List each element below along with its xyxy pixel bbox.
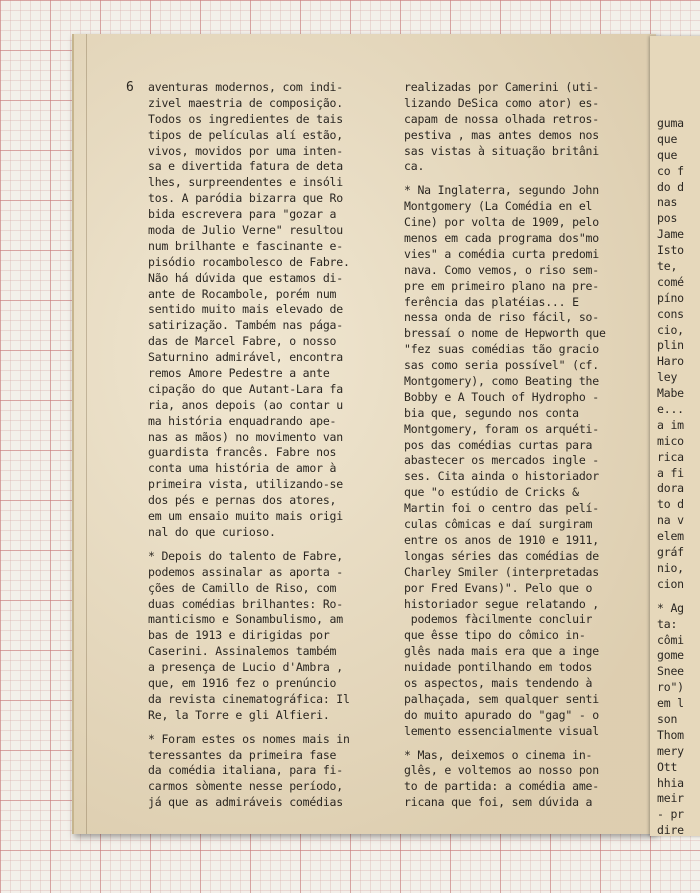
text-line: zivel maestria de composição. bbox=[148, 95, 343, 110]
text-line: Montgomery (La Comédia en el bbox=[404, 199, 593, 214]
paragraph-gap bbox=[404, 175, 636, 183]
text-line: lemento essencialmente visual bbox=[404, 723, 599, 738]
text-line: Jame bbox=[657, 227, 684, 242]
text-line: to d bbox=[657, 497, 684, 512]
text-line: * Na Inglaterra, segundo John bbox=[404, 183, 599, 198]
text-line: mico bbox=[657, 433, 684, 448]
text-line: * Ag bbox=[657, 600, 684, 615]
text-line: da revista cinematográfica: Il bbox=[148, 691, 350, 706]
text-line: que, em 1916 fez o prenúncio bbox=[148, 675, 337, 690]
text-line: primeira vista, utilizando-se bbox=[148, 477, 343, 492]
text-line: que bbox=[657, 147, 678, 162]
text-line: do d bbox=[657, 179, 684, 194]
text-line: menos em cada programa dos"mo bbox=[404, 231, 599, 246]
text-line: do muito apurado do "gag" - o bbox=[404, 707, 599, 722]
text-line: palhaçada, sem qualquer senti bbox=[404, 691, 599, 706]
text-line: e... bbox=[657, 402, 684, 417]
text-line: meir bbox=[657, 791, 684, 806]
text-line: glês, e voltemos ao nosso pon bbox=[404, 763, 599, 778]
text-line: que êsse tipo do cômico in- bbox=[404, 628, 586, 643]
text-line: sentido muito mais elevado de bbox=[148, 302, 343, 317]
text-line: manticismo e Sonambulismo, am bbox=[148, 612, 343, 627]
text-line: Cine) por volta de 1909, pelo bbox=[404, 215, 599, 230]
text-line: * Foram estes os nomes mais in bbox=[148, 731, 350, 746]
text-line: hhia bbox=[657, 775, 684, 790]
text-line: bas de 1913 e dirigidas por bbox=[148, 628, 330, 643]
text-line: pestiva , mas antes demos nos bbox=[404, 127, 599, 142]
text-line: guma bbox=[657, 116, 684, 130]
text-line: dora bbox=[657, 481, 684, 496]
text-line: em um ensaio muito mais origi bbox=[148, 509, 343, 524]
text-line: bia que, segundo nos conta bbox=[404, 405, 579, 420]
text-line: ria, anos depois (ao contar u bbox=[148, 397, 343, 412]
text-line: to de partida: a comédia ame- bbox=[404, 779, 599, 794]
text-line: glês nada mais era que a inge bbox=[404, 644, 599, 659]
text-line: dire bbox=[657, 823, 684, 836]
text-line: podemos fàcilmente concluir bbox=[404, 612, 593, 627]
text-line: culas cômicas e daí surgiram bbox=[404, 517, 593, 532]
text-line: ley bbox=[657, 370, 678, 385]
left-text-column bbox=[148, 80, 380, 811]
text-line: historiador segue relatando , bbox=[404, 596, 599, 611]
text-line: já que as admiráveis comédias bbox=[148, 795, 343, 810]
text-line: teressantes da primeira fase bbox=[148, 747, 337, 762]
page-fold-line bbox=[86, 34, 87, 834]
text-line: carmos sòmente nesse período, bbox=[148, 779, 343, 794]
text-line: gome bbox=[657, 648, 684, 663]
text-line: ante de Rocambole, porém num bbox=[148, 286, 337, 301]
text-line: sas como seria possível" (cf. bbox=[404, 358, 599, 373]
text-line: Charley Smiler (interpretadas bbox=[404, 564, 599, 579]
text-line: sa e divertida fatura de deta bbox=[148, 159, 343, 174]
text-line: ses. Cita ainda o historiador bbox=[404, 469, 599, 484]
text-line: pos bbox=[657, 211, 678, 226]
text-line: Isto bbox=[657, 243, 684, 258]
text-line: num brilhante e fascinante e- bbox=[148, 238, 343, 253]
edge-text-column bbox=[657, 116, 700, 836]
page-number: 6 bbox=[126, 80, 134, 95]
text-line: pre em primeiro plano na pre- bbox=[404, 278, 599, 293]
text-line: cipação do que Autant-Lara fa bbox=[148, 381, 343, 396]
text-line: nessa onda de riso fácil, so- bbox=[404, 310, 599, 325]
text-line: * Depois do talento de Fabre, bbox=[148, 548, 343, 563]
text-line: nava. Como vemos, o riso sem- bbox=[404, 262, 599, 277]
text-line: elem bbox=[657, 529, 684, 544]
text-line: Ott bbox=[657, 759, 678, 774]
text-line: em l bbox=[657, 696, 684, 711]
text-line: ferência das platéias... E bbox=[404, 294, 579, 309]
paragraph-gap bbox=[404, 740, 636, 748]
text-line: Bobby e A Touch of Hydropho - bbox=[404, 389, 599, 404]
text-line: lizando DeSica como ator) es- bbox=[404, 95, 599, 110]
text-line: das de Marcel Fabre, o nosso bbox=[148, 334, 337, 349]
text-line: pisódio rocambolesco de Fabre. bbox=[148, 254, 350, 269]
text-line: co f bbox=[657, 163, 684, 178]
text-line: tipos de películas alí estão, bbox=[148, 127, 343, 142]
text-line: bida escrevera para "gozar a bbox=[148, 207, 337, 222]
text-line: son bbox=[657, 711, 678, 726]
text-line: cons bbox=[657, 306, 684, 321]
text-line: "fez suas comédias tão gracio bbox=[404, 342, 599, 357]
paragraph-gap bbox=[148, 541, 380, 549]
text-line: conta uma história de amor à bbox=[148, 461, 337, 476]
text-line: Montgomery), como Beating the bbox=[404, 374, 599, 389]
text-line: Não há dúvida que estamos di- bbox=[148, 270, 343, 285]
text-line: cio, bbox=[657, 322, 684, 337]
text-line: por Fred Evans)". Pelo que o bbox=[404, 580, 593, 595]
text-line: duas comédias brilhantes: Ro- bbox=[148, 596, 343, 611]
text-line: vies" a comédia curta predomi bbox=[404, 246, 599, 261]
text-line: que "o estúdio de Cricks & bbox=[404, 485, 579, 500]
text-line: a presença de Lucio d'Ambra , bbox=[148, 660, 343, 675]
text-line: Haro bbox=[657, 354, 684, 369]
text-line: - pr bbox=[657, 807, 684, 822]
text-line: entre os anos de 1910 e 1911, bbox=[404, 532, 599, 547]
text-line: Snee bbox=[657, 664, 684, 679]
text-line: Re, la Torre e gli Alfieri. bbox=[148, 707, 330, 722]
text-line: nio, bbox=[657, 560, 684, 575]
text-line: capam de nossa olhada retros- bbox=[404, 111, 599, 126]
text-line: ro") bbox=[657, 680, 684, 695]
text-line: nal do que curioso. bbox=[148, 524, 276, 539]
text-line: os aspectos, mais tendendo à bbox=[404, 675, 593, 690]
text-line: bressaí o nome de Hepworth que bbox=[404, 326, 606, 341]
text-line: cômi bbox=[657, 632, 684, 647]
text-line: aventuras modernos, com indi- bbox=[148, 80, 343, 94]
text-line: podemos assinalar as aporta - bbox=[148, 564, 343, 579]
text-line: Martin foi o centro das pelí- bbox=[404, 501, 599, 516]
text-line: satirização. Também nas pága- bbox=[148, 318, 343, 333]
text-line: rica bbox=[657, 449, 684, 464]
text-line: ricana que foi, sem dúvida a bbox=[404, 795, 593, 810]
right-text-column bbox=[404, 80, 636, 811]
text-line: cion bbox=[657, 576, 684, 591]
text-line: realizadas por Camerini (uti- bbox=[404, 80, 599, 94]
text-line: longas séries das comédias de bbox=[404, 548, 599, 563]
text-line: na v bbox=[657, 513, 684, 528]
text-line: comé bbox=[657, 274, 684, 289]
text-line: ca. bbox=[404, 159, 425, 174]
paragraph-gap bbox=[657, 593, 700, 601]
text-line: a im bbox=[657, 417, 684, 432]
next-page-edge bbox=[650, 36, 700, 836]
text-line: Saturnino admirável, encontra bbox=[148, 350, 343, 365]
text-line: moda de Julio Verne" resultou bbox=[148, 223, 343, 238]
text-line: ções de Camillo de Riso, com bbox=[148, 580, 337, 595]
text-line: tos. A paródia bizarra que Ro bbox=[148, 191, 343, 206]
text-line: pos das comédias curtas para bbox=[404, 437, 593, 452]
text-line: * Mas, deixemos o cinema in- bbox=[404, 747, 593, 762]
text-line: Montgomery, foram os arquéti- bbox=[404, 421, 599, 436]
text-line: ma história enquadrando ape- bbox=[148, 413, 337, 428]
text-line: Caserini. Assinalemos também bbox=[148, 644, 337, 659]
text-line: lhes, surpreendentes e insóli bbox=[148, 175, 343, 190]
paragraph-gap bbox=[148, 724, 380, 732]
text-line: da comédia italiana, para fi- bbox=[148, 763, 343, 778]
text-line: que bbox=[657, 131, 678, 146]
text-line: Thom bbox=[657, 727, 684, 742]
text-line: vivos, movidos por uma inten- bbox=[148, 143, 343, 158]
text-line: abastecer os mercados ingle - bbox=[404, 453, 599, 468]
text-line: te, bbox=[657, 259, 678, 274]
text-line: nas as mãos) no movimento van bbox=[148, 429, 343, 444]
text-line: guardista francês. Fabre nos bbox=[148, 445, 337, 460]
text-line: nuidade pontilhando em todos bbox=[404, 660, 593, 675]
text-line: plin bbox=[657, 338, 684, 353]
text-line: ta: bbox=[657, 616, 678, 631]
text-line: mery bbox=[657, 743, 684, 758]
text-line: a fi bbox=[657, 465, 684, 480]
text-line: píno bbox=[657, 290, 684, 305]
text-line: sas vistas à situação britâni bbox=[404, 143, 599, 158]
text-line: nas bbox=[657, 195, 678, 210]
text-line: dos pés e pernas dos atores, bbox=[148, 493, 337, 508]
text-line: gráf bbox=[657, 545, 684, 560]
text-line: Mabe bbox=[657, 386, 684, 401]
text-line: remos Amore Pedestre a ante bbox=[148, 366, 330, 381]
text-line: Todos os ingredientes de tais bbox=[148, 111, 343, 126]
